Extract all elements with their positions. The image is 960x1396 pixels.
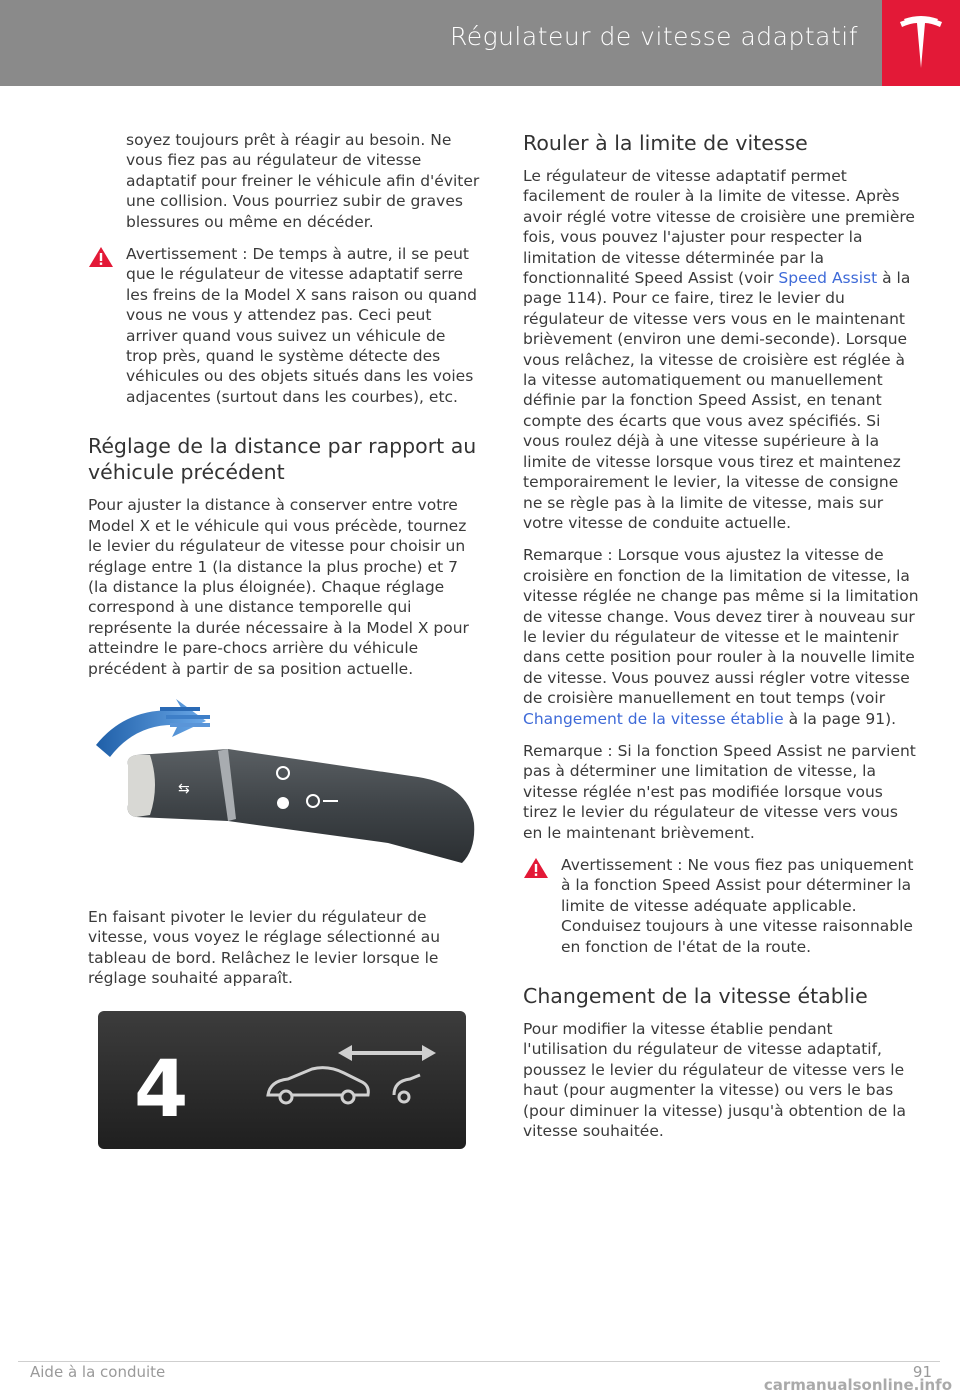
section-heading: Réglage de la distance par rapport au véhicule précédent [88,434,477,485]
page-number: 91 [912,1363,932,1381]
intro-paragraph: soyez toujours prêt à réagir au besoin. Ne vous fiez pas au régulateur de vitesse adaptatif pour freiner le véhicule afin d'éviter une collision. Vous pourriez subir de graves blessures ou même en décéder. [126,131,480,231]
cruise-lever-illustration [88,693,480,883]
note-paragraph: Remarque : Si la fonction Speed Assist ne parvient pas à déterminer une limitation de vitesse, la vitesse réglée n'est pas modifiée lorsque vous tirez le levier du régulateur de vitesse vers vous en le maintenant brièvement. [523,741,916,842]
watermark: carmanualsonline.info [763,1376,952,1394]
speed-assist-link[interactable]: Speed Assist [778,269,878,288]
left-column [88,130,480,1149]
body-paragraph: Pour modifier la vitesse établie pendant l'utilisation du régulateur de vitesse adaptatif, poussez le levier du régulateur de vitesse vers le haut (pour augmenter la vitesse) ou vers le bas (pour diminuer la vitesse) jusqu'à obtention de la vitesse souhaitée. [523,1020,907,1141]
brand-logo [882,0,960,86]
section-heading: Changement de la vitesse établie [523,984,868,1009]
footer-divider [18,1361,940,1362]
section-heading: Rouler à la limite de vitesse [523,131,808,155]
warning-text: Avertissement : De temps à autre, il se peut que le régulateur de vitesse adaptatif serre les freins de la Model X sans raison ou quand vous ne vous y attendez pas. Ceci peut arriver quand vous suivez un véhicule de trop près, quand le système détecte des véhicules ou des objets situés dans les voies adjacentes (surtout dans les courbes), etc. [126,245,477,406]
page-header [0,0,960,86]
warning-text: Avertissement : Ne vous fiez pas uniquement à la fonction Speed Assist pour déterminer la limite de vitesse adéquate applicable. Conduisez toujours à une vitesse raisonnable en fonction de l'état de la route. [561,856,914,956]
warning-icon [88,246,114,268]
warning-box [523,855,921,957]
warning-icon [523,857,549,879]
change-speed-link[interactable]: Changement de la vitesse établie [523,709,784,728]
body-paragraph: Le régulateur de vitesse adaptatif permet facilement de rouler à la limite de vitesse. Après avoir réglé votre vitesse de croisière une première fois, vous pouvez l'ajuster pour respecter la limitation de vitesse déterminée par la fonctionnalité Speed Assist (voir Speed Assist à la page 114). Pour ce faire, tirez le levier du régulateur de vitesse vers vous en le maintenant brièvement (environ une demi-seconde). Lorsque vous relâchez, la vitesse de croisière est réglée à la vitesse automatiquement ou manuellement définie par la fonction Speed Assist, en tenant compte des écarts que vous avez spécifiés. Si vous roulez déjà à une vitesse supérieure à la limite de vitesse lorsque vous tirez et maintenez temporairement le levier, la vitesse de consigne ne se règle pas à la limite de vitesse, mais sur votre vitesse de conduite actuelle. [523,167,915,532]
body-paragraph: Pour ajuster la distance à conserver entre votre Model X et le véhicule qui vous précède, tournez le levier du régulateur de vitesse pour choisir un réglage entre 1 (la distance la plus proche) et 7 (la distance la plus éloignée). Chaque réglage correspond à une distance temporelle qui représente la durée nécessaire à la Model X pour atteindre le pare-chocs arrière du véhicule précédent à partir de sa position actuelle. [88,496,469,678]
body-paragraph: En faisant pivoter le levier du régulateur de vitesse, vous voyez le réglage sélectionné au tableau de bord. Relâchez le levier lorsque le réglage souhaité apparaît. [88,907,441,988]
page-title: Régulateur de vitesse adaptatif [449,22,858,51]
dashboard-distance-illustration [98,1011,466,1149]
right-column [523,130,921,1153]
distance-setting-number: 4 [134,1044,189,1135]
footer-section: Aide à la conduite [30,1363,166,1381]
note-paragraph: Remarque : Lorsque vous ajustez la vitesse de croisière en fonction de la limitation de vitesse, la vitesse réglée ne change pas même si la limitation de vitesse change. Vous devez tirer à nouveau sur le levier du régulateur de vitesse et le maintenir dans cette position pour rouler à la nouvelle limite de vitesse. Vous pouvez aussi régler votre vitesse de croisière manuellement en tout temps (voir Changement de la vitesse établie à la page 91). [523,546,919,728]
tesla-logo-icon [898,16,944,70]
svg-text:⇆: ⇆ [178,780,190,797]
warning-box [88,244,480,407]
